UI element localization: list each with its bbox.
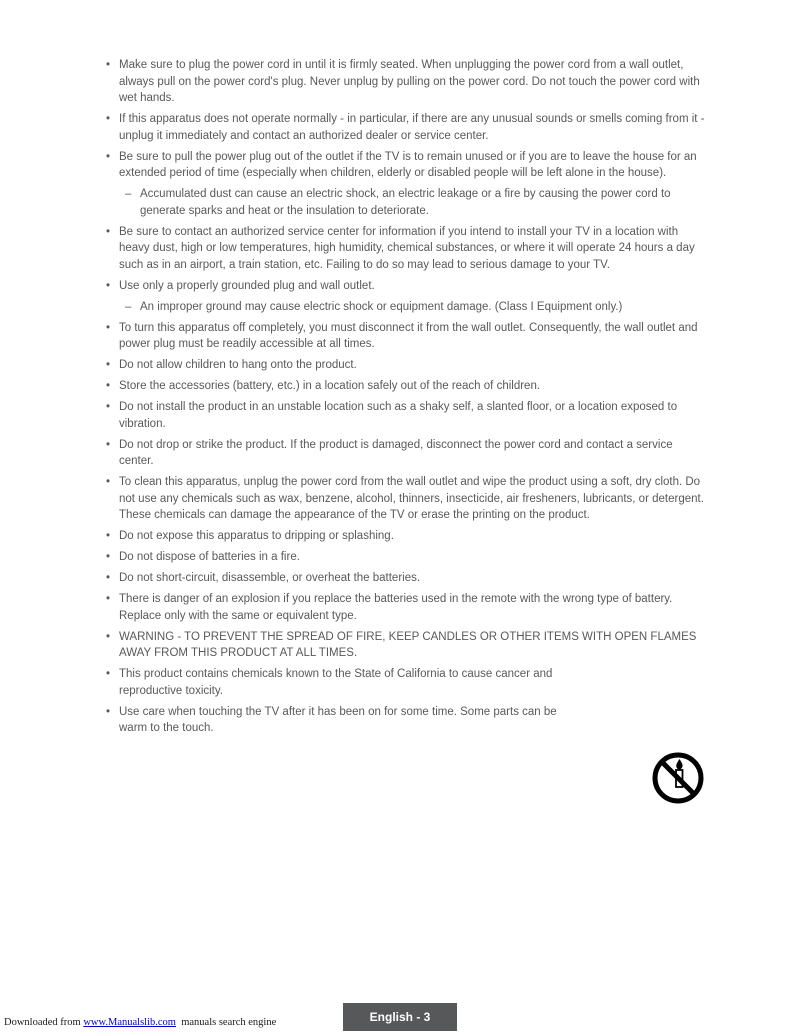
- sub-text: Accumulated dust can cause an electric shock, an electric leakage or a fire by causing the power cord to generate sparks and heat or the insulation to deteriorate.: [140, 188, 671, 217]
- bullet-text: Use care when touching the TV after it has been on for some time. Some parts can be warm to the touch.: [119, 705, 557, 734]
- bullet-text: Be sure to contact an authorized service center for information if you intend to install your TV in a location with heavy dust, high or low temperatures, high humidity, chemical substances, or where it will operate 24 hours a day such as in an airport, a train station, etc. Failing to do so may lead to serious damage to your TV.: [119, 225, 695, 271]
- download-prefix: Downloaded from: [4, 1017, 84, 1028]
- bullet-text: Make sure to plug the power cord in until it is firmly seated. When unplugging the power cord from a wall outlet, always pull on the power cord's plug. Never unplug by pulling on the power cord. Do not touch the power cord with wet hands.: [119, 59, 700, 104]
- candle-flame: [676, 759, 682, 769]
- bullet-marker: •: [106, 551, 111, 563]
- bullet-marker: •: [106, 225, 111, 238]
- bullet-marker: •: [106, 113, 111, 125]
- bullet-text: Do not short-circuit, disassemble, or overheat the batteries.: [119, 572, 421, 584]
- bullet-marker: •: [106, 705, 111, 718]
- safety-instructions-list: [106, 57, 707, 741]
- list-item: [106, 399, 707, 432]
- bullet-marker: •: [106, 380, 111, 392]
- sub-list-item: [125, 299, 707, 316]
- list-item: [106, 149, 707, 182]
- bullet-marker: •: [106, 359, 111, 371]
- bullet-marker: •: [106, 476, 111, 488]
- bullet-text: Use only a properly grounded plug and wall outlet.: [119, 279, 375, 292]
- list-item: [106, 57, 707, 107]
- bullet-text: To turn this apparatus off completely, you must disconnect it from the wall outlet. Consequently, the wall outlet and power plug must be readily accessible at all times.: [119, 321, 698, 350]
- bullet-text: Do not allow children to hang onto the product.: [119, 359, 357, 371]
- bullet-marker: •: [106, 401, 111, 413]
- list-item: [106, 704, 707, 737]
- dash-marker: –: [125, 300, 132, 313]
- bullet-marker: •: [106, 438, 111, 451]
- bullet-marker: •: [106, 668, 111, 680]
- bullet-text: If this apparatus does not operate normally - in particular, if there are any unusual sounds or smells coming from it - unplug it immediately and contact an authorized dealer or service center.: [119, 113, 705, 142]
- bullet-text: WARNING - TO PREVENT THE SPREAD OF FIRE, KEEP CANDLES OR OTHER ITEMS WITH OPEN FLAMES AWAY FROM THIS PRODUCT AT ALL TIMES.: [119, 630, 697, 659]
- bullet-text: Store the accessories (battery, etc.) in a location safely out of the reach of children.: [119, 380, 541, 392]
- page-number-badge: [343, 1003, 457, 1031]
- bullet-marker: •: [106, 630, 111, 643]
- list-item: [106, 549, 707, 566]
- sub-list-item: [125, 186, 707, 219]
- dash-marker: –: [125, 188, 132, 200]
- bullet-text: There is danger of an explosion if you replace the batteries used in the remote with the wrong type of battery. Replace only with the same or equivalent type.: [119, 593, 673, 622]
- bullet-marker: •: [106, 572, 111, 584]
- list-item: [106, 224, 707, 274]
- bullet-text: Be sure to pull the power plug out of the outlet if the TV is to remain unused or if you are to leave the house for an extended period of time (especially when children, elderly or disabled people will be left alone in the house).: [119, 150, 697, 179]
- bullet-text: Do not dispose of batteries in a fire.: [119, 551, 300, 563]
- list-item: [106, 111, 707, 144]
- download-suffix: manuals search engine: [175, 1017, 277, 1028]
- bullet-text: This product contains chemicals known to the State of California to cause cancer and reproductive toxicity.: [119, 668, 553, 697]
- bullet-marker: •: [106, 59, 111, 71]
- bullet-text: Do not expose this apparatus to dripping or splashing.: [119, 530, 394, 542]
- list-item: [106, 437, 707, 470]
- page-number-label: English - 3: [369, 1010, 431, 1024]
- list-item: [106, 320, 707, 353]
- bullet-marker: •: [106, 279, 111, 292]
- list-item: [106, 474, 707, 524]
- bullet-marker: •: [106, 150, 111, 163]
- list-item: [106, 591, 707, 624]
- download-attribution: [4, 1017, 276, 1028]
- list-item: [106, 570, 707, 587]
- list-item: [106, 357, 707, 374]
- bullet-text: Do not install the product in an unstable location such as a shaky self, a slanted floor, or a location exposed to vibration.: [119, 401, 678, 430]
- list-item: [106, 528, 707, 545]
- no-open-flames-icon: [651, 751, 705, 805]
- list-item: [106, 278, 707, 295]
- list-item: [106, 629, 707, 662]
- list-item: [106, 666, 707, 699]
- bullet-marker: •: [106, 530, 111, 542]
- sub-text: An improper ground may cause electric shock or equipment damage. (Class I Equipment only.): [140, 300, 623, 313]
- bullet-text: To clean this apparatus, unplug the power cord from the wall outlet and wipe the product using a soft, dry cloth. Do not use any chemicals such as wax, benzene, alcohol, thinners, insecticide, air fresheners, lubricants, or detergent. These chemicals can damage the appearance of the TV or erase the printing on the product.: [119, 476, 704, 521]
- bullet-marker: •: [106, 593, 111, 605]
- bullet-text: Do not drop or strike the product. If the product is damaged, disconnect the power cord and contact a service center.: [119, 438, 673, 467]
- bullet-marker: •: [106, 321, 111, 334]
- list-item: [106, 378, 707, 395]
- manualslib-link[interactable]: www.Manualslib.com: [83, 1017, 176, 1028]
